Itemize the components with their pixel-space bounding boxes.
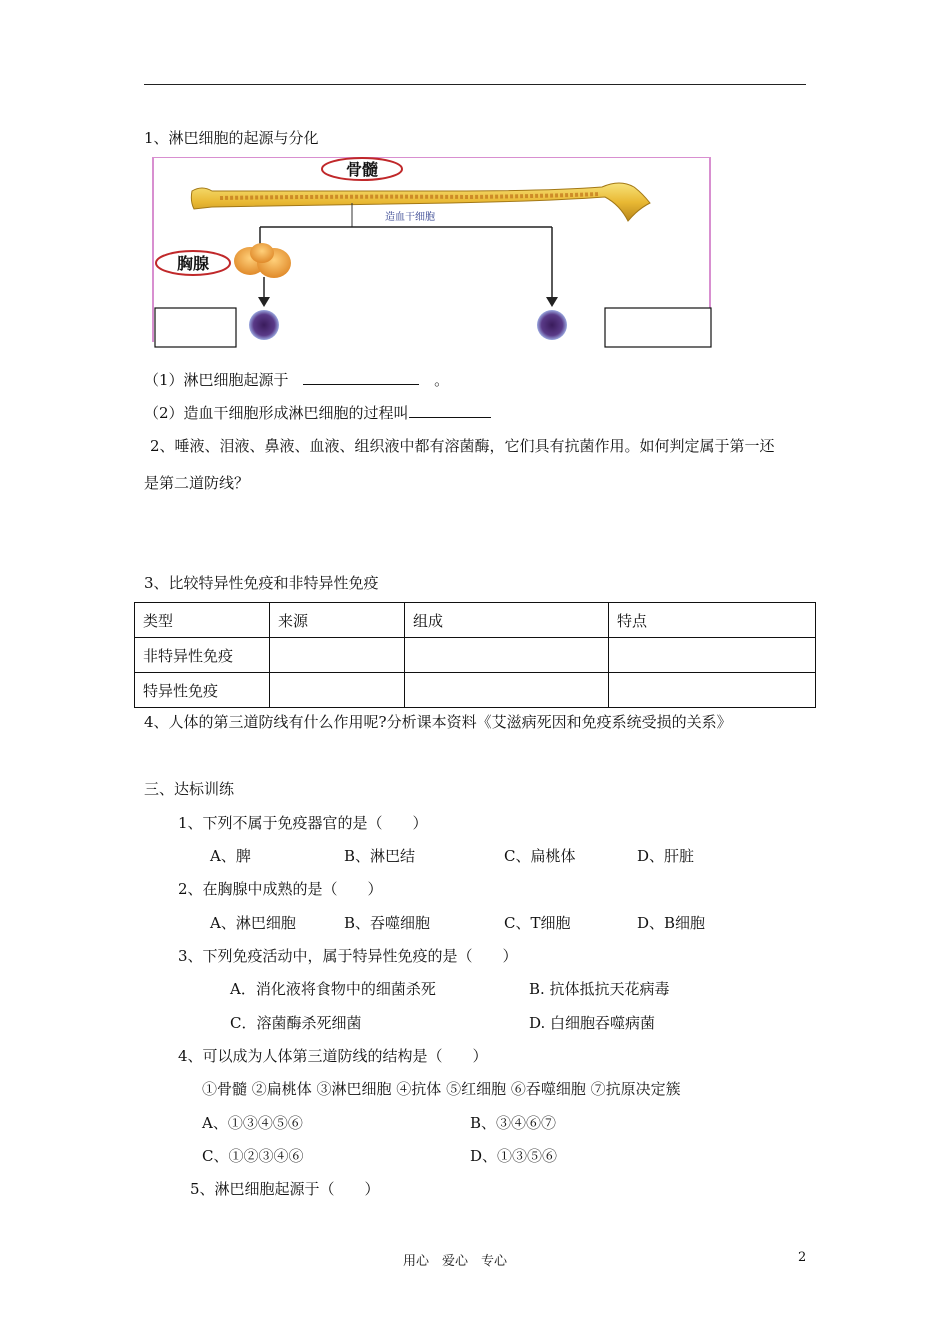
s3-q1-stem: 1、下列不属于免疫器官的是（ ）	[178, 814, 428, 832]
q2-line2: 是第二道防线？	[144, 474, 250, 492]
table-cell: 非特异性免疫	[135, 638, 270, 673]
t-lymphocyte-icon	[249, 310, 279, 340]
q2-line1: 2、唾液、泪液、鼻液、血液、组织液中都有溶菌酶，它们具有抗菌作用。如何判定属于第一还	[150, 437, 775, 455]
lymphocyte-origin-diagram	[150, 157, 712, 349]
s3-q3-option[interactable]: C．溶菌酶杀死细菌	[230, 1014, 362, 1032]
page-number: 2	[798, 1250, 807, 1265]
table-cell[interactable]	[405, 638, 609, 673]
s3-q3-option[interactable]: A．消化液将食物中的细菌杀死	[230, 980, 436, 998]
s3-q1-option[interactable]: D、肝脏	[637, 847, 695, 865]
thymus-icon	[234, 243, 291, 278]
q1-sub2: （2）造血干细胞形成淋巴细胞的过程叫	[144, 402, 491, 423]
footer-motto: 用心 爱心 专心	[403, 1254, 508, 1269]
blank-process[interactable]	[409, 403, 491, 418]
s3-q3-option[interactable]: B. 抗体抵抗天花病毒	[529, 980, 670, 998]
s3-q2-option[interactable]: D、B细胞	[637, 914, 706, 932]
s3-q4-option[interactable]: C、①②③④⑥	[202, 1147, 304, 1165]
table-cell: 特异性免疫	[135, 673, 270, 708]
table-row	[135, 673, 816, 708]
bone-marrow-label: 骨髓	[345, 160, 379, 179]
b-lymphocyte-icon	[537, 310, 567, 340]
stem-cell-label: 造血干细胞	[385, 212, 435, 223]
s3-q4-option[interactable]: D、①③⑤⑥	[470, 1147, 558, 1165]
blank-origin[interactable]	[303, 370, 419, 385]
s3-q1-option[interactable]: A、脾	[210, 847, 251, 865]
s3-q2-stem: 2、在胸腺中成熟的是（ ）	[178, 880, 383, 898]
table-header: 特点	[609, 603, 816, 638]
s3-q2-option[interactable]: A、淋巴细胞	[210, 914, 296, 932]
table-header: 组成	[405, 603, 609, 638]
section3-title: 三、达标训练	[144, 780, 235, 798]
q1-sub1: （1）淋巴细胞起源于 。	[144, 371, 450, 389]
s3-q4-option[interactable]: A、①③④⑤⑥	[202, 1114, 303, 1132]
s3-q5-stem: 5、淋巴细胞起源于（ ）	[190, 1180, 380, 1198]
table-header-row	[135, 603, 816, 638]
s3-q4-stem: 4、可以成为人体第三道防线的结构是（ ）	[178, 1047, 488, 1065]
table-row	[135, 638, 816, 673]
q4-text: 4、人体的第三道防线有什么作用呢?分析课本资料《艾滋病死因和免疫系统受损的关系》	[144, 713, 732, 731]
table-header: 来源	[270, 603, 405, 638]
s3-q4-option[interactable]: B、③④⑥⑦	[470, 1114, 557, 1132]
s3-q1-option[interactable]: B、淋巴结	[344, 847, 416, 865]
s3-q3-option[interactable]: D. 白细胞吞噬病菌	[529, 1014, 656, 1032]
answer-box-right[interactable]	[605, 308, 711, 347]
s3-q4-items: ①骨髓 ②扁桃体 ③淋巴细胞 ④抗体 ⑤红细胞 ⑥吞噬细胞 ⑦抗原决定簇	[202, 1080, 681, 1098]
table-cell[interactable]	[609, 638, 816, 673]
thymus-label: 胸腺	[176, 254, 210, 273]
q1-title: 1、淋巴细胞的起源与分化	[144, 129, 319, 147]
comparison-table	[134, 602, 816, 708]
table-cell[interactable]	[270, 673, 405, 708]
s3-q1-option[interactable]: C、扁桃体	[504, 847, 576, 865]
s3-q3-stem: 3、下列免疫活动中，属于特异性免疫的是（ ）	[178, 947, 518, 965]
q3-title: 3、比较特异性免疫和非特异性免疫	[144, 574, 379, 592]
table-cell[interactable]	[405, 673, 609, 708]
table-cell[interactable]	[609, 673, 816, 708]
answer-box-left[interactable]	[155, 308, 236, 347]
table-cell[interactable]	[270, 638, 405, 673]
s3-q2-option[interactable]: B、吞噬细胞	[344, 914, 431, 932]
header-rule	[144, 84, 806, 85]
table-header: 类型	[135, 603, 270, 638]
s3-q2-option[interactable]: C、T细胞	[504, 914, 571, 932]
